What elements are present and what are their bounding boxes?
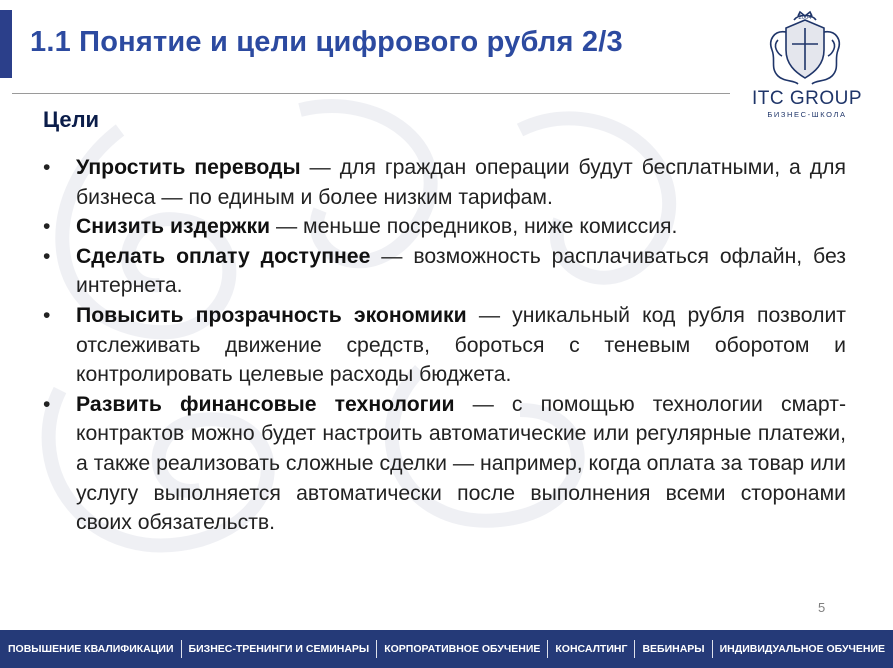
footer-item-individual[interactable]: ИНДИВИДУАЛЬНОЕ ОБУЧЕНИЕ [719,643,886,655]
logo-name: ITC GROUP [751,88,863,109]
bullet-text: — уникальный код рубля позволит отслеживать движение средств, бороться с теневым оборотом и контролировать целевые расходы бюджета. [76,303,846,387]
list-item [43,212,846,242]
bullet-icon: • [43,244,51,268]
bullet-text: — для граждан операции будут бесплатными, а для бизнеса — по единым и более низким тарифам. [76,156,846,209]
section-heading: Цели [43,107,100,132]
list-item [43,153,846,212]
title-accent-bar [0,10,12,78]
bullet-title: Сделать оплату доступнее [76,244,371,268]
bullet-icon: • [43,156,51,179]
logo-subtitle: БИЗНЕС-ШКОЛА [767,110,847,119]
footer-item-corporate[interactable]: КОРПОРАТИВНОЕ ОБУЧЕНИЕ [384,643,541,655]
goals-list [43,153,846,538]
footer-item-trainings[interactable]: БИЗНЕС-ТРЕНИНГИ И СЕМИНАРЫ [188,643,370,655]
footer-divider [712,640,713,658]
footer-item-consulting[interactable]: КОНСАЛТИНГ [555,643,628,655]
title-divider [12,93,730,94]
page-number: 5 [818,600,826,615]
footer-bar [0,630,893,668]
bullet-icon: • [43,303,51,327]
bullet-title: Снизить издержки [76,215,271,239]
bullet-title: Упростить переводы [76,156,301,179]
footer-divider [547,640,548,658]
bullet-title: Повысить прозрачность экономики [76,303,467,327]
crest-emblem-icon [764,10,846,88]
list-item [43,301,846,390]
footer-divider [181,640,182,658]
list-item [43,390,846,538]
bullet-text: — возможность расплачиваться офлайн, без интернета. [76,244,846,298]
list-item [43,242,846,301]
bullet-text: — меньше посредников, ниже комиссия. [270,215,678,239]
footer-item-qualification[interactable]: ПОВЫШЕНИЕ КВАЛИФИКАЦИИ [7,643,174,655]
footer-item-webinars[interactable]: ВЕБИНАРЫ [642,643,705,655]
slide-title: 1.1 Понятие и цели цифрового рубля 2/3 [30,26,623,58]
bullet-icon: • [43,215,51,239]
bullet-icon: • [43,392,51,416]
footer-divider [376,640,377,658]
company-logo [742,10,872,120]
bullet-title: Развить финансовые технологии [76,392,455,416]
logo-year: 2004 [798,15,812,21]
footer-divider [634,640,635,658]
bullet-text: — с помощью технологии смарт-контрактов можно будет настроить автоматические или регулярные платежи, а также реализовать сложные сделки — например, когда оплата за товар или услугу выполняется автоматически после выполнения всеми сторонами своих обязательств. [76,392,846,535]
